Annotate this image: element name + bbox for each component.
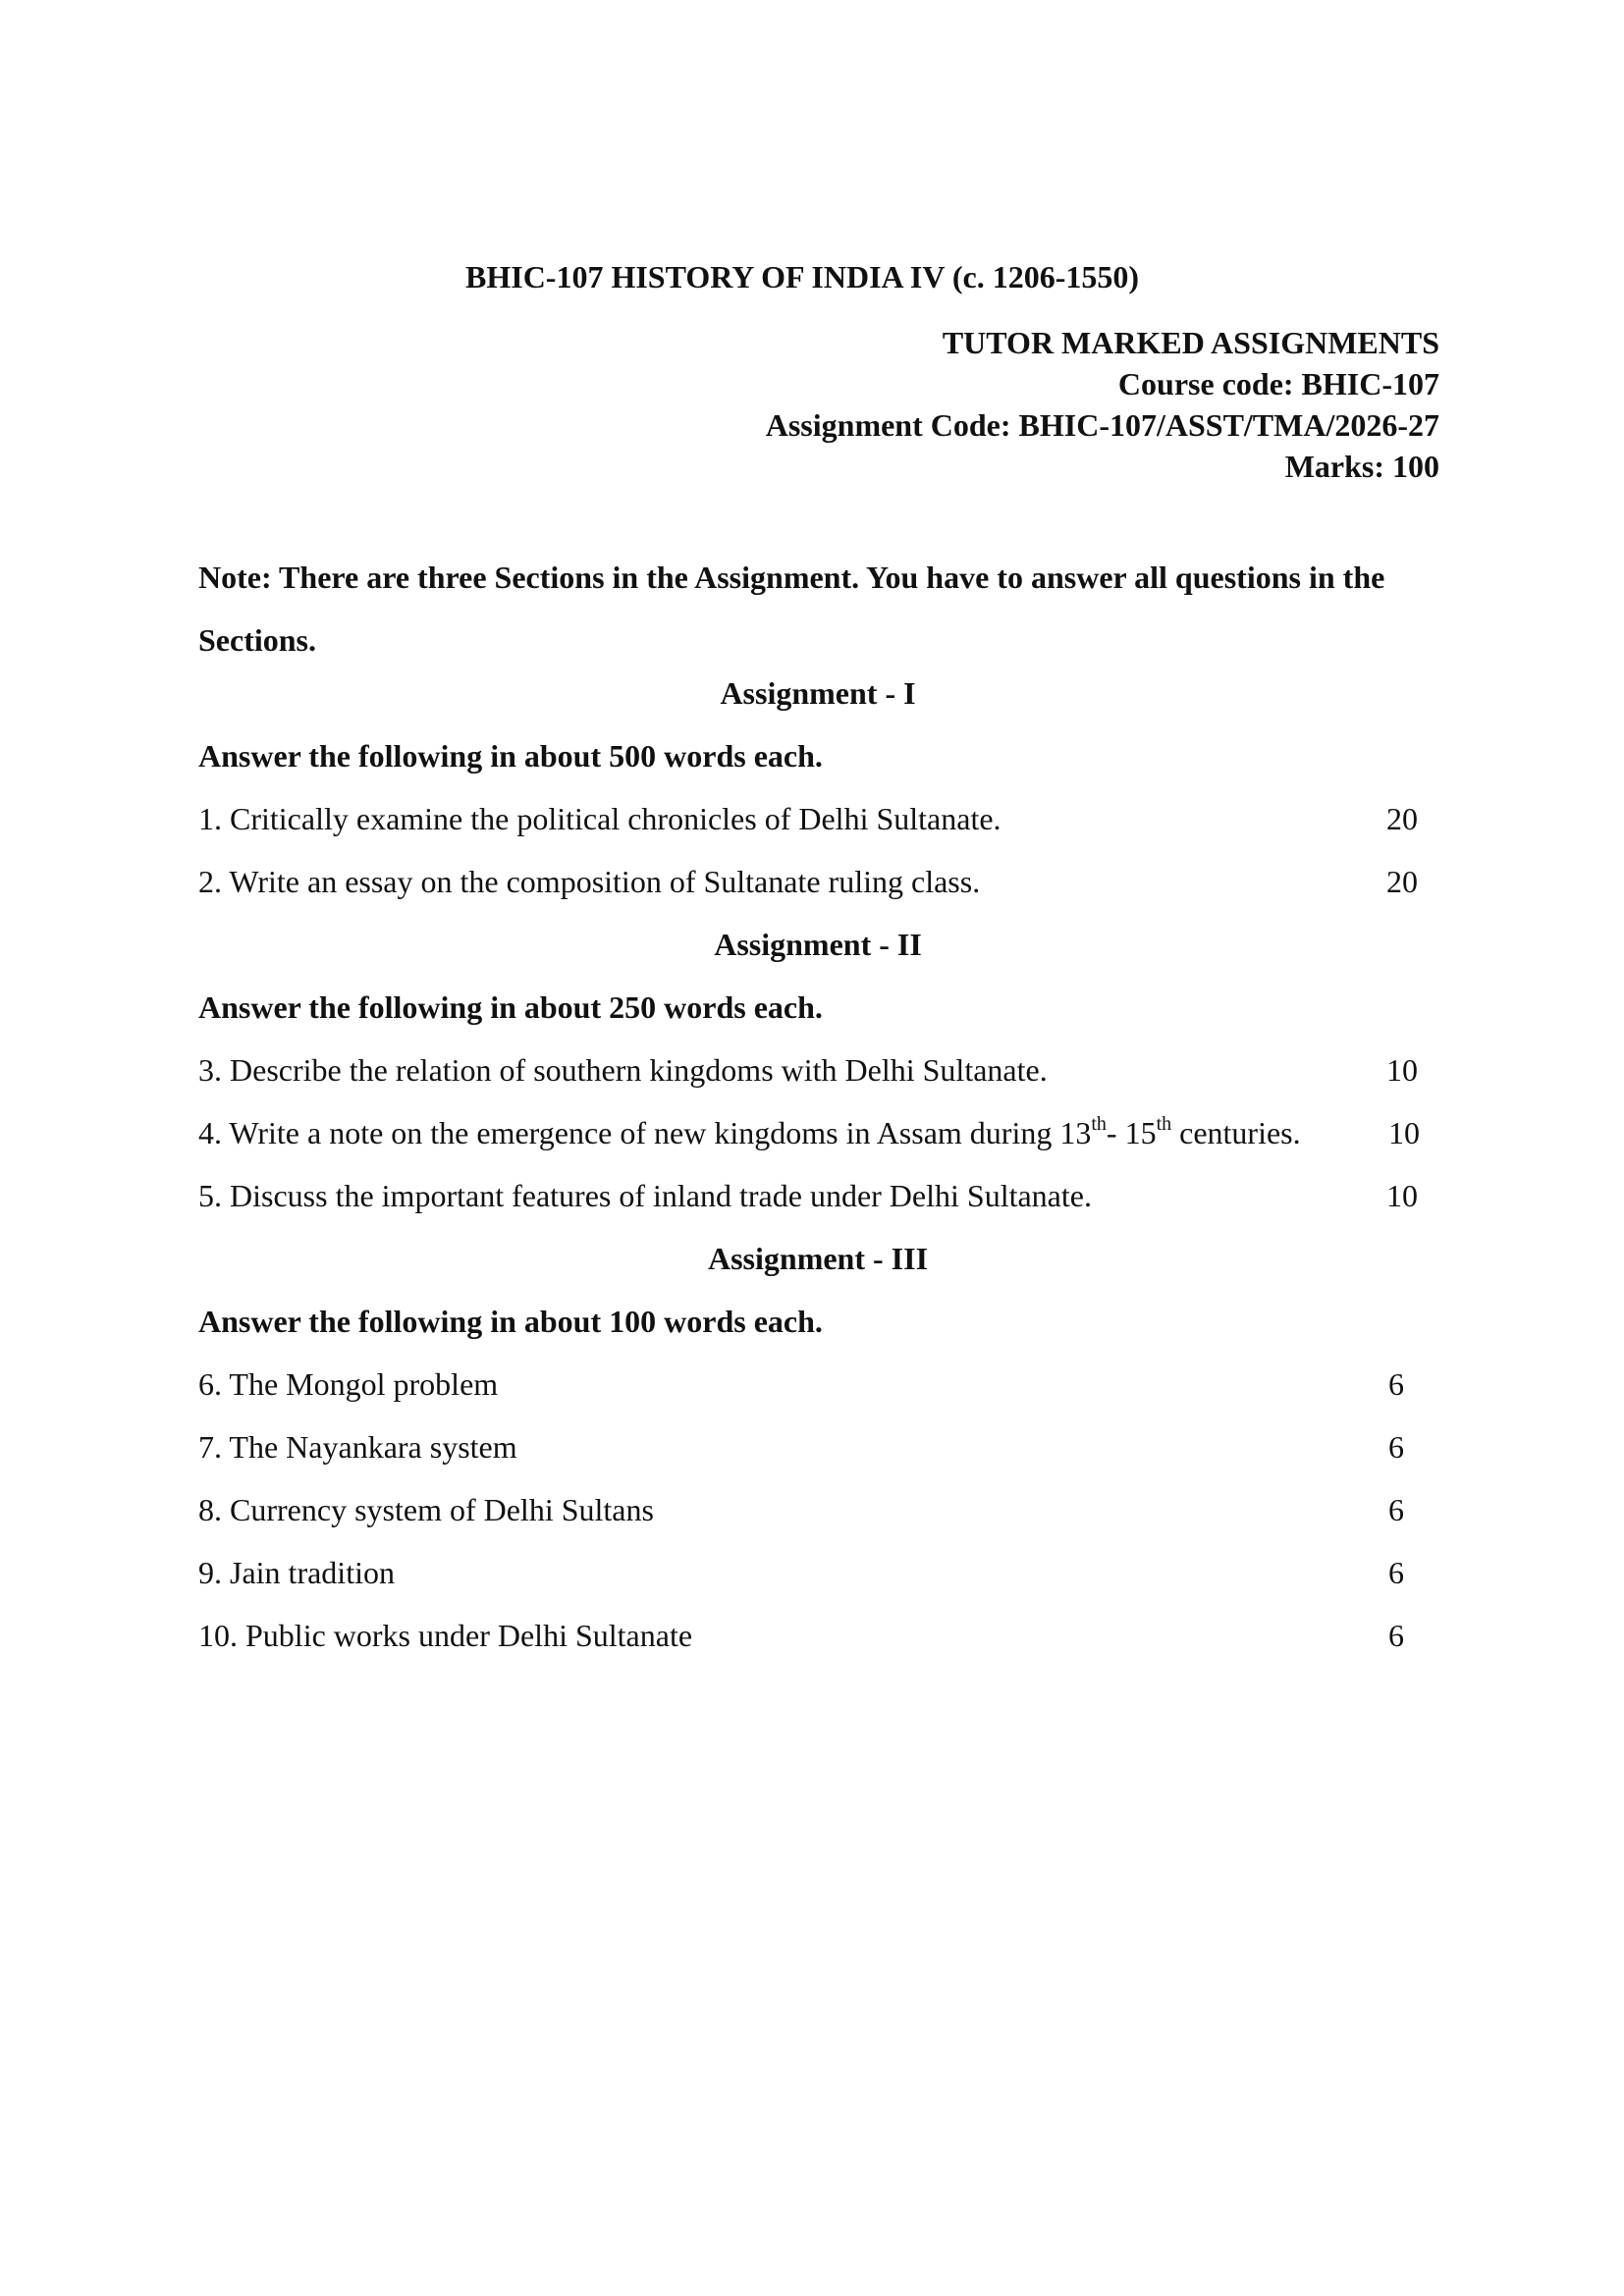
question-marks: 6 — [1388, 1429, 1404, 1465]
question-row — [198, 1490, 1426, 1529]
question-marks: 6 — [1388, 1618, 1404, 1653]
question-marks: 6 — [1388, 1555, 1404, 1590]
question-text — [198, 1113, 1301, 1152]
question-text-part: centuries. — [1171, 1115, 1301, 1150]
question-row — [198, 1553, 1426, 1592]
question-row — [198, 862, 1426, 901]
question-marks: 6 — [1388, 1366, 1404, 1402]
question-row — [198, 799, 1426, 838]
question-text-part: - 15 — [1106, 1115, 1157, 1150]
question-marks: 10 — [1386, 1052, 1418, 1088]
ordinal-superscript: th — [1156, 1113, 1172, 1136]
question-marks: 20 — [1386, 864, 1418, 899]
section-heading-1: Assignment - I — [720, 675, 916, 711]
course-code: Course code: BHIC-107 — [1117, 366, 1439, 401]
question-marks: 10 — [1388, 1115, 1420, 1150]
question-text: 6. The Mongol problem — [198, 1366, 499, 1402]
assignment-type: TUTOR MARKED ASSIGNMENTS — [942, 325, 1439, 360]
note-paragraph: Note: There are three Sections in the Assignment. You have to answer all questions in the Sections. — [198, 560, 1385, 658]
question-text: 10. Public works under Delhi Sultanate — [198, 1618, 693, 1653]
question-row — [198, 1113, 1426, 1152]
question-row — [198, 1427, 1426, 1467]
question-text-part: 4. Write a note on the emergence of new kingdoms in Assam during 13 — [198, 1115, 1092, 1150]
question-text: 3. Describe the relation of southern kingdoms with Delhi Sultanate. — [198, 1052, 1048, 1088]
question-row — [198, 1616, 1426, 1655]
section-instruction-3: Answer the following in about 100 words each. — [198, 1304, 823, 1339]
assignment-meta — [766, 322, 1439, 487]
question-row — [198, 1364, 1426, 1404]
ordinal-superscript: th — [1091, 1113, 1107, 1136]
section-instruction-2: Answer the following in about 250 words each. — [198, 989, 823, 1025]
question-text: 5. Discuss the important features of inland trade under Delhi Sultanate. — [198, 1178, 1092, 1213]
question-text: 2. Write an essay on the composition of Sultanate ruling class. — [198, 864, 981, 899]
question-text: 7. The Nayankara system — [198, 1429, 517, 1465]
question-text: 1. Critically examine the political chronicles of Delhi Sultanate. — [198, 801, 1001, 836]
assignment-code: Assignment Code: BHIC-107/ASST/TMA/2026-27 — [765, 407, 1439, 443]
total-marks: Marks: 100 — [1284, 449, 1439, 484]
question-marks: 20 — [1386, 801, 1418, 836]
question-text: 9. Jain tradition — [198, 1555, 395, 1590]
question-marks: 10 — [1386, 1178, 1418, 1213]
section-heading-2: Assignment - II — [714, 927, 922, 962]
question-text: 8. Currency system of Delhi Sultans — [198, 1492, 654, 1527]
question-row — [198, 1050, 1426, 1090]
question-marks: 6 — [1388, 1492, 1404, 1527]
section-heading-3: Assignment - III — [707, 1241, 929, 1276]
document-title: BHIC-107 HISTORY OF INDIA IV (c. 1206-1550) — [465, 259, 1140, 294]
section-instruction-1: Answer the following in about 500 words each. — [198, 738, 823, 774]
question-row — [198, 1176, 1426, 1215]
